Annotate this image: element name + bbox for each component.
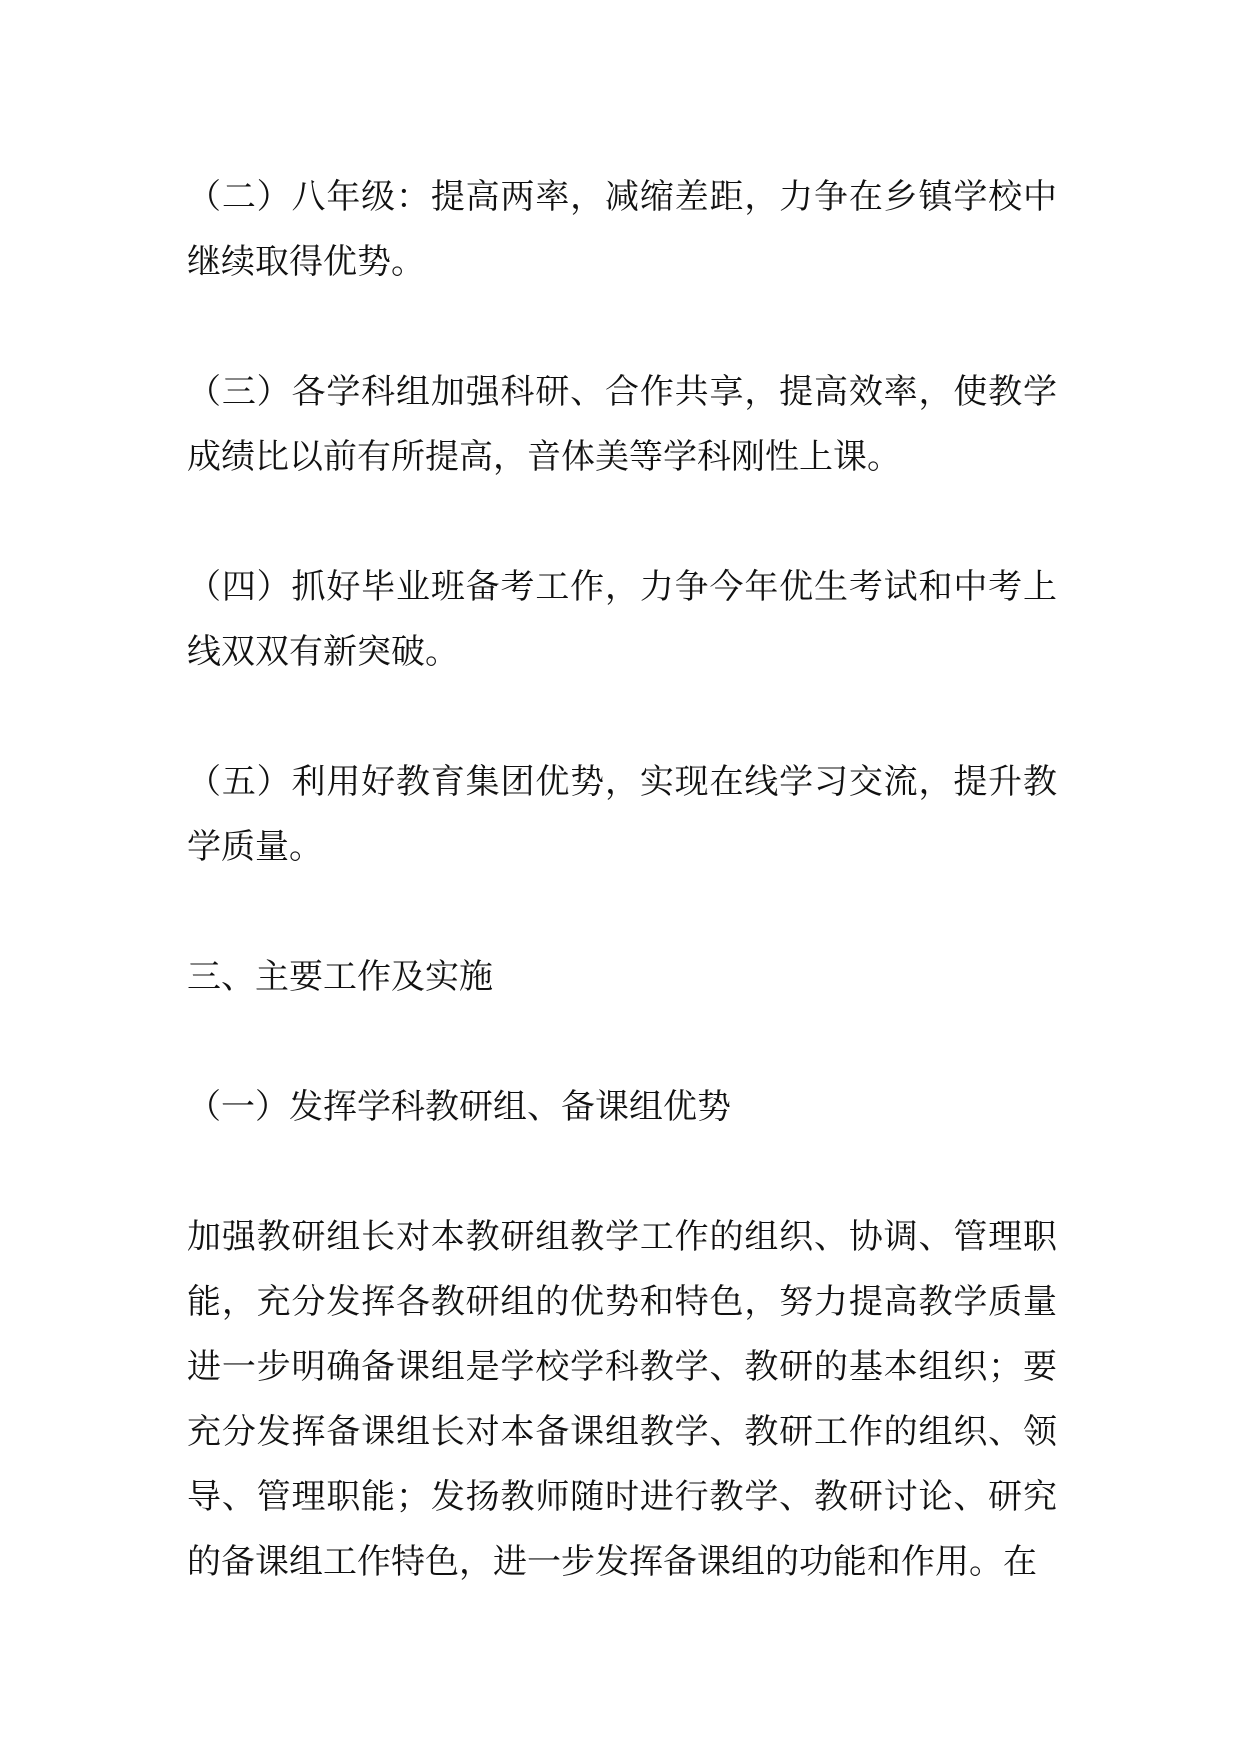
section-heading-main-work: 三、主要工作及实施 (187, 957, 493, 997)
paragraph-grade-eight-goal: （二）八年级：提高两率，减缩差距，力争在乡镇学校中继续取得优势。 (187, 177, 1057, 282)
paragraph-subject-groups-goal: （三）各学科组加强科研、合作共享，提高效率，使教学成绩比以前有所提高，音体美等学科刚性上课。 (187, 372, 1057, 477)
paragraph-education-group-goal: （五）利用好教育集团优势，实现在线学习交流，提升教学质量。 (187, 762, 1057, 867)
document-body (187, 165, 1057, 1595)
paragraph-teaching-groups-body: 加强教研组长对本教研组教学工作的组织、协调、管理职能，充分发挥各教研组的优势和特色，努力提高教学质量进一步明确备课组是学校学科教学、教研的基本组织；要充分发挥备课组长对本备课组教学、教研工作的组织、领导、管理职能；发扬教师随时进行教学、教研讨论、研究的备课组工作特色，进一步发挥备课组的功能和作用。在 (187, 1217, 1057, 1582)
paragraph-graduating-class-goal: （四）抓好毕业班备考工作，力争今年优生考试和中考上线双双有新突破。 (187, 567, 1057, 672)
subsection-heading-teaching-groups: （一）发挥学科教研组、备课组优势 (187, 1087, 731, 1127)
